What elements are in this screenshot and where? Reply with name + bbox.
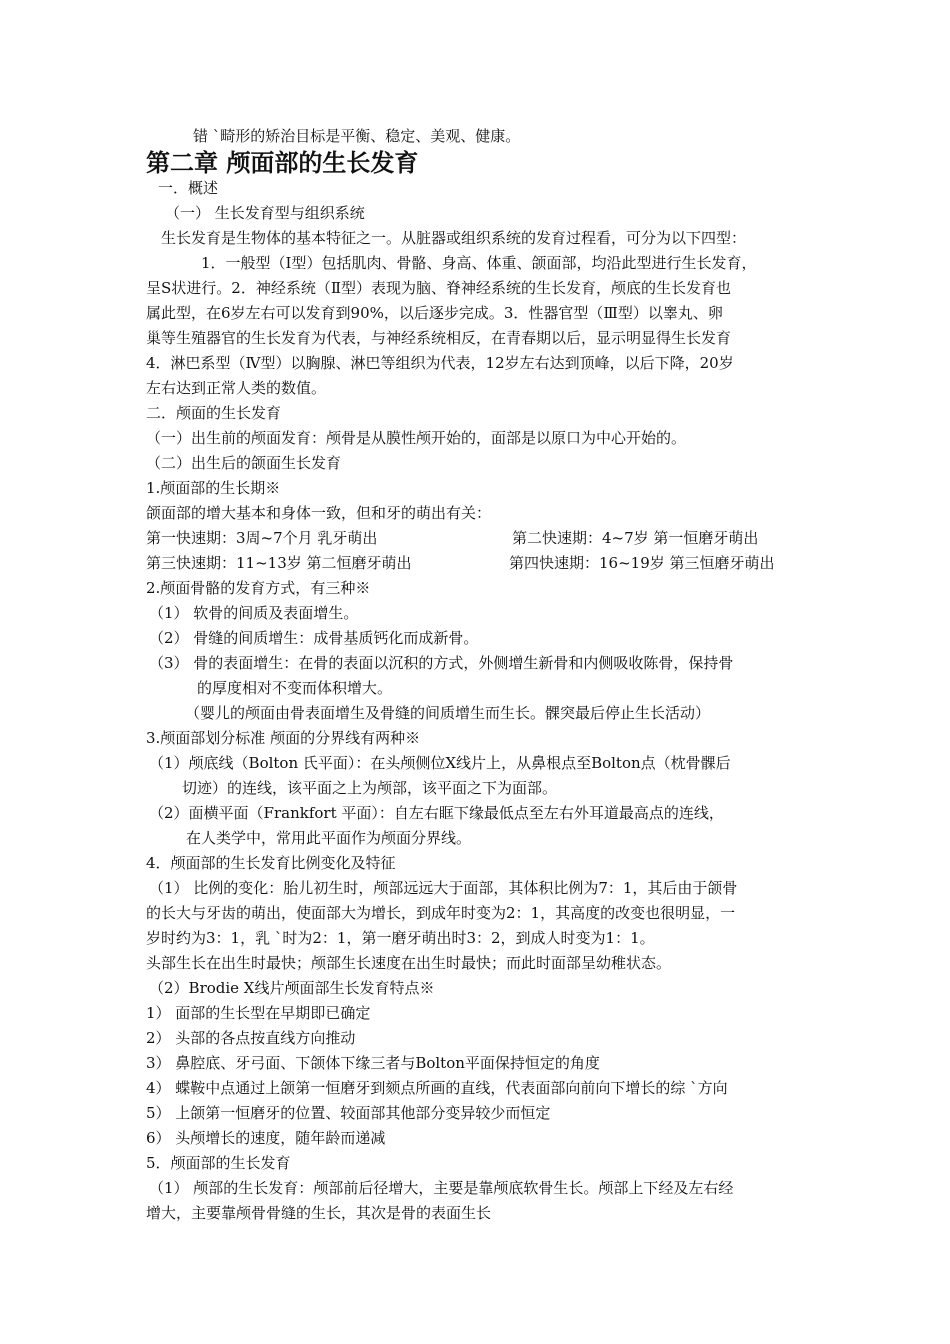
item-heading: 5．颅面部的生长发育: [146, 1154, 291, 1172]
paragraph-line: 呈S状进行。2．神经系统（Ⅱ型）表现为脑、脊神经系统的生长发育，颅底的生长发育也: [146, 279, 732, 297]
subsection-heading: （2）Brodie X线片颅面部生长发育特点※: [149, 979, 435, 997]
section-heading: 一．概述: [158, 179, 219, 197]
note-line: （婴儿的颅面由骨表面增生及骨缝的间质增生而生长。髁突最后停止生长活动）: [185, 704, 711, 722]
paragraph-line: 4．淋巴系型（Ⅳ型）以胸腺、淋巴等组织为代表，12岁左右达到顶峰，以后下降，20岁: [146, 354, 734, 372]
list-item-continued: 的厚度相对不变而体积增大。: [197, 679, 393, 697]
paragraph-line: （一）出生前的颅面发育：颅骨是从膜性颅开始的，面部是以原口为中心开始的。: [146, 429, 687, 447]
paragraph-line: 左右达到正常人类的数值。: [146, 379, 327, 397]
paragraph-line: 岁时约为3：1，乳 `时为2：1，第一磨牙萌出时3：2，到成人时变为1：1。: [146, 929, 655, 947]
paragraph-line: 生长发育是生物体的基本特征之一。从脏器或组织系统的发育过程看，可分为以下四型：: [161, 229, 747, 247]
paragraph-line: （1） 比例的变化：胎儿初生时，颅部远远大于面部，其体积比例为7：1，其后由于颌骨: [149, 879, 738, 897]
paragraph-line: 头部生长在出生时最快；颅部生长速度在出生时最快；而此时面部呈幼稚状态。: [146, 954, 672, 972]
paragraph-line: 1．一般型（Ⅰ型）包括肌肉、骨骼、身高、体重、颌面部，均沿此型进行生长发育，: [201, 254, 757, 272]
item-heading: 2.颅面骨骼的发育方式，有三种※: [146, 579, 371, 597]
list-item-continued: 在人类学中，常用此平面作为颅面分界线。: [186, 829, 472, 847]
paragraph-line: 颌面部的增大基本和身体一致，但和牙的萌出有关：: [146, 504, 492, 522]
intro-line: 错 `畸形的矫治目标是平衡、稳定、美观、健康。: [193, 127, 521, 145]
list-item: （1） 软骨的间质及表面增生。: [149, 604, 359, 622]
list-item-continued: 切迹）的连线，该平面之上为颅部，该平面之下为面部。: [182, 779, 558, 797]
item-heading: 1.颅面部的生长期※: [146, 479, 281, 497]
paragraph-line: 属此型，在6岁左右可以发育到90%，以后逐步完成。3．性器官型（Ⅲ型）以睾丸、卵: [146, 304, 723, 322]
section-heading: 二．颅面的生长发育: [146, 404, 282, 422]
growth-period-2: 第二快速期：4~7岁 第一恒磨牙萌出: [512, 529, 759, 547]
growth-period-4: 第四快速期：16~19岁 第三恒磨牙萌出: [509, 554, 775, 572]
list-item: 2） 头部的各点按直线方向推动: [146, 1029, 356, 1047]
list-item: 1） 面部的生长型在早期即已确定: [146, 1004, 371, 1022]
list-item: （3） 骨的表面增生：在骨的表面以沉积的方式，外侧增生新骨和内侧吸收陈骨，保持骨: [149, 654, 734, 672]
item-heading: 3.颅面部划分标准 颅面的分界线有两种※: [146, 729, 421, 747]
subsection-heading: （二）出生后的颌面生长发育: [146, 454, 342, 472]
list-item: 5） 上颌第一恒磨牙的位置、较面部其他部分变异较少而恒定: [146, 1104, 551, 1122]
paragraph-line: 增大，主要靠颅骨骨缝的生长，其次是骨的表面生长: [146, 1204, 492, 1222]
paragraph-line: （1） 颅部的生长发育：颅部前后径增大，主要是靠颅底软骨生长。颅部上下经及左右经: [149, 1179, 734, 1197]
subsection-heading: （一） 生长发育型与组织系统: [165, 204, 365, 222]
list-item: 6） 头颅增长的速度，随年龄而递减: [146, 1129, 386, 1147]
chapter-title: 第二章 颅面部的生长发育: [146, 149, 419, 177]
paragraph-line: 巢等生殖器官的生长发育为代表，与神经系统相反，在青春期以后，显示明显得生长发育: [146, 329, 732, 347]
list-item: 3） 鼻腔底、牙弓面、下颌体下缘三者与Bolton平面保持恒定的角度: [146, 1054, 600, 1072]
paragraph-line: 的长大与牙齿的萌出，使面部大为增长，到成年时变为2：1，其高度的改变也很明显，一: [146, 904, 736, 922]
growth-period-3: 第三快速期：11~13岁 第二恒磨牙萌出: [146, 554, 412, 572]
list-item: 4） 蝶鞍中点通过上颌第一恒磨牙到颏点所画的直线，代表面部向前向下增长的综 `方向: [146, 1079, 728, 1097]
list-item: （2） 骨缝的间质增生：成骨基质钙化而成新骨。: [149, 629, 479, 647]
list-item: （2）面横平面（Frankfort 平面）：自左右眶下缘最低点至左右外耳道最高点的连线，: [149, 804, 724, 822]
growth-period-1: 第一快速期：3周~7个月 乳牙萌出: [146, 529, 378, 547]
item-heading: 4．颅面部的生长发育比例变化及特征: [146, 854, 396, 872]
list-item: （1）颅底线（Bolton 氏平面）：在头颅侧位X线片上，从鼻根点至Bolton点（枕骨髁后: [149, 754, 731, 772]
